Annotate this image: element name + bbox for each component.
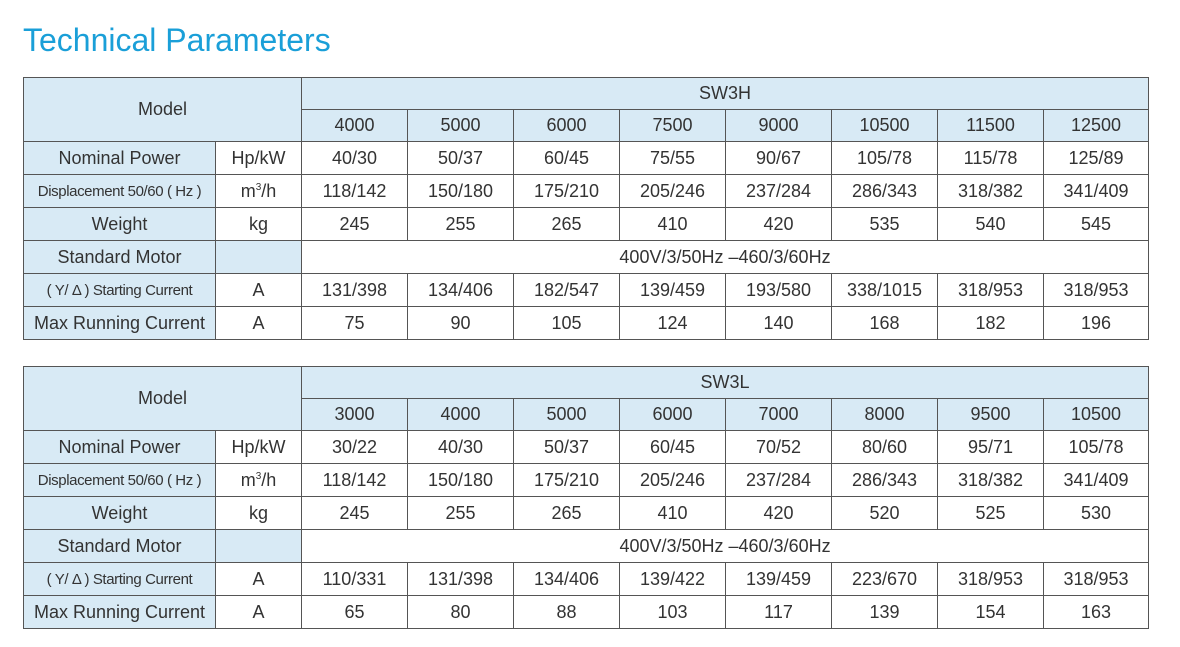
row-label: Displacement 50/60 ( Hz ) — [24, 175, 216, 208]
value-cell: 410 — [620, 497, 726, 530]
value-cell: 168 — [832, 307, 938, 340]
value-cell: 30/22 — [302, 431, 408, 464]
nominal-power-row — [24, 142, 1149, 175]
unit-base: m — [240, 469, 256, 490]
value-cell: 60/45 — [514, 142, 620, 175]
starting-current-row — [24, 563, 1149, 596]
value-cell: 150/180 — [408, 175, 514, 208]
unit-cell — [216, 175, 302, 208]
value-cell: 88 — [514, 596, 620, 629]
value-cell: 545 — [1044, 208, 1149, 241]
value-cell: 115/78 — [938, 142, 1044, 175]
model-cell: 4000 — [408, 399, 514, 431]
model-cell: 9000 — [726, 110, 832, 142]
value-cell: 118/142 — [302, 464, 408, 497]
value-cell: 150/180 — [408, 464, 514, 497]
model-cell: 5000 — [408, 110, 514, 142]
value-cell: 245 — [302, 497, 408, 530]
value-cell: 255 — [408, 497, 514, 530]
value-cell: 286/343 — [832, 464, 938, 497]
value-cell: 90 — [408, 307, 514, 340]
weight-row — [24, 497, 1149, 530]
model-cell: 6000 — [514, 110, 620, 142]
model-header: Model — [24, 78, 302, 142]
value-cell: 318/953 — [1044, 274, 1149, 307]
value-cell: 90/67 — [726, 142, 832, 175]
weight-row — [24, 208, 1149, 241]
row-label: ( Y/ Δ ) Starting Current — [24, 563, 216, 596]
nominal-power-row — [24, 431, 1149, 464]
unit-cell: A — [216, 563, 302, 596]
displacement-row — [24, 464, 1149, 497]
model-cell: 7500 — [620, 110, 726, 142]
series-header: SW3L — [302, 367, 1149, 399]
value-cell: 420 — [726, 208, 832, 241]
unit-cell: kg — [216, 497, 302, 530]
model-cell: 9500 — [938, 399, 1044, 431]
model-cell: 6000 — [620, 399, 726, 431]
value-cell: 318/382 — [938, 464, 1044, 497]
value-cell: 245 — [302, 208, 408, 241]
value-cell: 105/78 — [832, 142, 938, 175]
value-cell: 139/459 — [620, 274, 726, 307]
value-cell: 535 — [832, 208, 938, 241]
value-cell: 131/398 — [302, 274, 408, 307]
value-cell: 265 — [514, 208, 620, 241]
value-cell: 40/30 — [408, 431, 514, 464]
model-cell: 3000 — [302, 399, 408, 431]
value-cell: 520 — [832, 497, 938, 530]
value-cell: 196 — [1044, 307, 1149, 340]
value-cell: 530 — [1044, 497, 1149, 530]
value-cell: 525 — [938, 497, 1044, 530]
value-cell: 223/670 — [832, 563, 938, 596]
value-cell: 125/89 — [1044, 142, 1149, 175]
unit-tail: /h — [261, 469, 277, 490]
row-label: Standard Motor — [24, 241, 216, 274]
value-cell: 175/210 — [514, 464, 620, 497]
unit-cell — [216, 464, 302, 497]
row-label: Nominal Power — [24, 431, 216, 464]
value-cell: 40/30 — [302, 142, 408, 175]
value-cell: 70/52 — [726, 431, 832, 464]
standard-motor-row — [24, 241, 1149, 274]
value-cell: 205/246 — [620, 464, 726, 497]
value-cell: 117 — [726, 596, 832, 629]
unit-base: m — [240, 180, 256, 201]
motor-spec-cell: 400V/3/50Hz –460/3/60Hz — [302, 530, 1149, 563]
spec-table-sw3l — [23, 366, 1149, 629]
value-cell: 163 — [1044, 596, 1149, 629]
value-cell: 65 — [302, 596, 408, 629]
value-cell: 124 — [620, 307, 726, 340]
value-cell: 105 — [514, 307, 620, 340]
max-running-current-row — [24, 307, 1149, 340]
value-cell: 182 — [938, 307, 1044, 340]
value-cell: 341/409 — [1044, 175, 1149, 208]
unit-cell: kg — [216, 208, 302, 241]
unit-superscript: 3 — [255, 470, 262, 482]
value-cell: 50/37 — [514, 431, 620, 464]
value-cell: 410 — [620, 208, 726, 241]
value-cell: 420 — [726, 497, 832, 530]
value-cell: 205/246 — [620, 175, 726, 208]
unit-cell: Hp/kW — [216, 142, 302, 175]
displacement-row — [24, 175, 1149, 208]
model-cell: 8000 — [832, 399, 938, 431]
unit-tail: /h — [261, 180, 277, 201]
value-cell: 134/406 — [408, 274, 514, 307]
value-cell: 139 — [832, 596, 938, 629]
unit-cell: A — [216, 274, 302, 307]
value-cell: 265 — [514, 497, 620, 530]
model-cell: 4000 — [302, 110, 408, 142]
value-cell: 118/142 — [302, 175, 408, 208]
starting-current-row — [24, 274, 1149, 307]
row-label: Nominal Power — [24, 142, 216, 175]
value-cell: 131/398 — [408, 563, 514, 596]
model-cell: 5000 — [514, 399, 620, 431]
value-cell: 60/45 — [620, 431, 726, 464]
unit-cell — [216, 530, 302, 563]
value-cell: 75 — [302, 307, 408, 340]
value-cell: 255 — [408, 208, 514, 241]
spec-table-sw3h — [23, 77, 1149, 340]
value-cell: 318/953 — [938, 563, 1044, 596]
unit-cell: A — [216, 307, 302, 340]
unit-cell: Hp/kW — [216, 431, 302, 464]
unit-cell — [216, 241, 302, 274]
motor-spec-cell: 400V/3/50Hz –460/3/60Hz — [302, 241, 1149, 274]
value-cell: 338/1015 — [832, 274, 938, 307]
row-label: Standard Motor — [24, 530, 216, 563]
max-running-current-row — [24, 596, 1149, 629]
value-cell: 139/459 — [726, 563, 832, 596]
value-cell: 103 — [620, 596, 726, 629]
value-cell: 140 — [726, 307, 832, 340]
value-cell: 175/210 — [514, 175, 620, 208]
model-cell: 7000 — [726, 399, 832, 431]
model-cell: 10500 — [832, 110, 938, 142]
value-cell: 318/953 — [938, 274, 1044, 307]
page-title: Technical Parameters — [23, 22, 331, 58]
standard-motor-row — [24, 530, 1149, 563]
value-cell: 318/953 — [1044, 563, 1149, 596]
row-label: ( Y/ Δ ) Starting Current — [24, 274, 216, 307]
value-cell: 237/284 — [726, 175, 832, 208]
row-label: Max Running Current — [24, 307, 216, 340]
series-header: SW3H — [302, 78, 1149, 110]
model-cell: 11500 — [938, 110, 1044, 142]
value-cell: 193/580 — [726, 274, 832, 307]
model-header: Model — [24, 367, 302, 431]
value-cell: 341/409 — [1044, 464, 1149, 497]
value-cell: 80 — [408, 596, 514, 629]
value-cell: 237/284 — [726, 464, 832, 497]
value-cell: 154 — [938, 596, 1044, 629]
row-label: Weight — [24, 208, 216, 241]
value-cell: 540 — [938, 208, 1044, 241]
value-cell: 182/547 — [514, 274, 620, 307]
value-cell: 80/60 — [832, 431, 938, 464]
value-cell: 134/406 — [514, 563, 620, 596]
value-cell: 286/343 — [832, 175, 938, 208]
row-label: Weight — [24, 497, 216, 530]
value-cell: 50/37 — [408, 142, 514, 175]
model-cell: 10500 — [1044, 399, 1149, 431]
row-label: Displacement 50/60 ( Hz ) — [24, 464, 216, 497]
value-cell: 110/331 — [302, 563, 408, 596]
unit-superscript: 3 — [255, 181, 262, 193]
value-cell: 95/71 — [938, 431, 1044, 464]
value-cell: 105/78 — [1044, 431, 1149, 464]
unit-cell: A — [216, 596, 302, 629]
value-cell: 318/382 — [938, 175, 1044, 208]
value-cell: 75/55 — [620, 142, 726, 175]
model-cell: 12500 — [1044, 110, 1149, 142]
value-cell: 139/422 — [620, 563, 726, 596]
row-label: Max Running Current — [24, 596, 216, 629]
